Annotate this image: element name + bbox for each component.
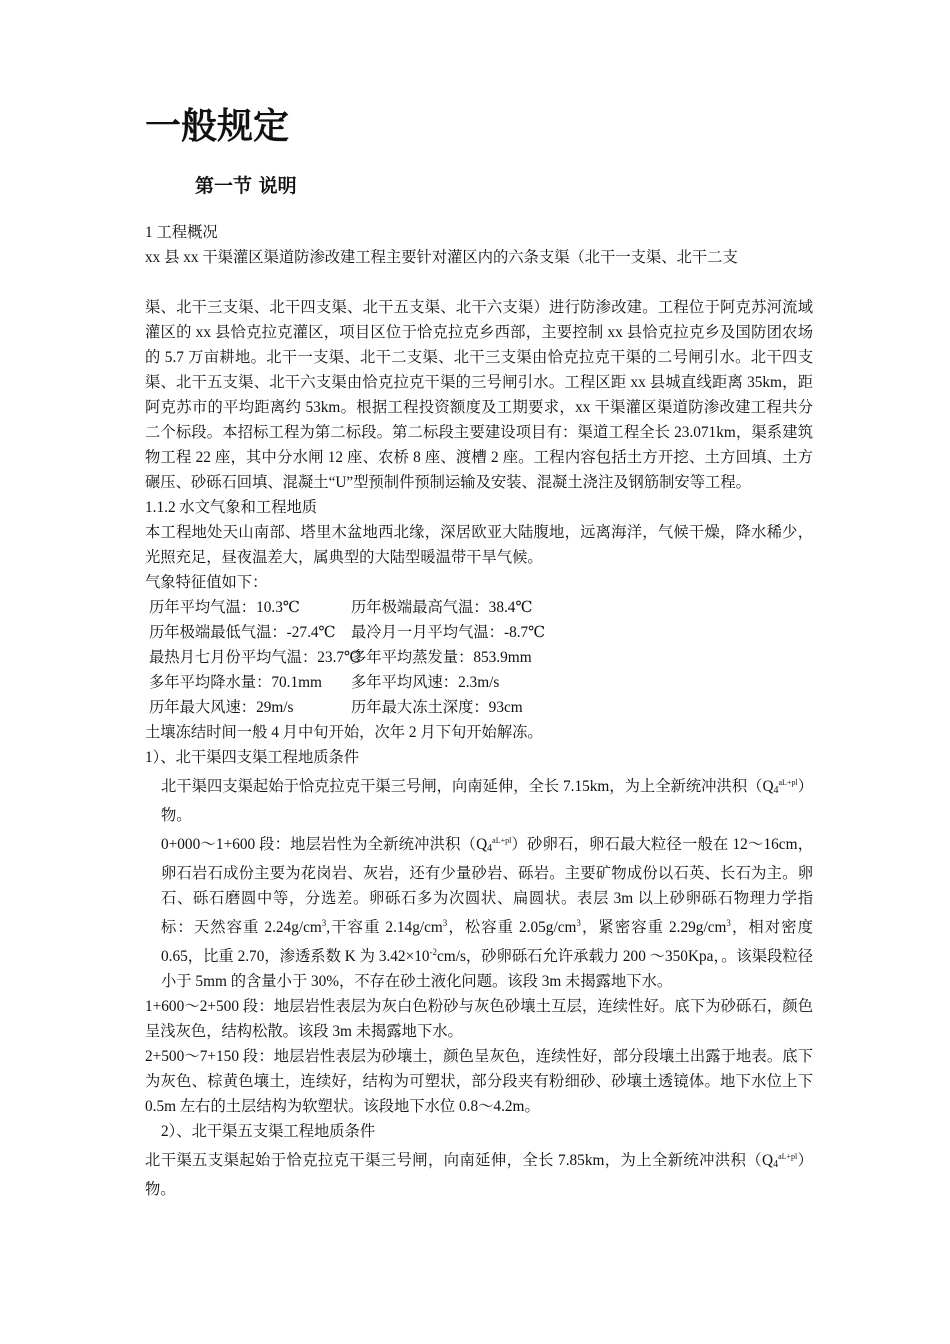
superscript: 3 xyxy=(442,918,448,928)
climate-value: 历年极端最低气温：-27.4℃ xyxy=(149,624,336,641)
document-body xyxy=(145,220,813,1202)
superscript: 3 xyxy=(321,918,327,928)
segment-2-paragraph: 1+600～2+500 段：地层岩性表层为灰白色粉砂与灰色砂壤土互层，连续性好。底下为砂砾石，颜色呈浅灰色，结构松散。该段 3m 未揭露地下水。 xyxy=(145,998,813,1040)
subscript: 4 xyxy=(773,785,779,796)
climate-list xyxy=(145,595,813,720)
subscript: 4 xyxy=(773,1159,779,1170)
frost-paragraph: 土壤冻结时间一般 4 月中旬开始，次年 2 月下旬开始解冻。 xyxy=(145,724,543,741)
climate-intro: 气象特征值如下： xyxy=(145,574,268,591)
text-run: 北干渠五支渠起始于恰克拉克干渠三号闸，向南延伸，全长 7.85km，为上全新统冲洪积（Q xyxy=(145,1152,774,1169)
superscript: aL+pl xyxy=(492,836,512,845)
climate-value: 历年最大风速：29m/s xyxy=(149,699,294,716)
climate-value: 历年最大冻土深度：93cm xyxy=(351,699,523,716)
text-run: cm/s，砂卵砾石允许承载力 200 ～350Kpa，。该渠段粒径小于 5mm 的含量小于 30%，不存在砂土液化问题。该段 3m 未揭露地下水。 xyxy=(161,948,813,990)
climate-value: 多年平均风速：2.3m/s xyxy=(351,674,500,691)
overview-paragraph: 渠、北干三支渠、北干四支渠、北干五支渠、北干六支渠）进行防渗改建。工程位于阿克苏河流域灌区的 xx 县恰克拉克灌区，项目区位于恰克拉克乡西部，主要控制 xx 县恰克拉克乡及国防团农场的 5.7 万亩耕地。北干一支渠、北干二支渠、北干三支渠由恰克拉克干渠的二号闸引水。北干四支渠、北干五支渠、北干六支渠由恰克拉克干渠的三号闸引水。工程区距 xx 县城直线距离 35km，距阿克苏市的平均距离约 53km。根据工程投资额度及工期要求，xx 干渠灌区渠道防渗改建工程共分二个标段。本招标工程为第二标段。第二标段主要建设项目有：渠道工程全长 23.071km，渠系建筑物工程 22 座，其中分水闸 12 座、农桥 8 座、渡槽 2 座。工程内容包括土方开挖、土方回填、土方碾压、砂砾石回填、混凝土“U”型预制件预制运输及安装、混凝土浇注及钢筋制安等工程。 xyxy=(145,299,813,491)
blank-line xyxy=(145,270,813,295)
text-run: ，相对密度 0.65，比重 2.70，渗透系数 K 为 3.42×10 xyxy=(161,919,813,965)
overview-heading: 1 工程概况 xyxy=(145,224,218,241)
climate-value: 历年极端最高气温：38.4℃ xyxy=(351,599,533,616)
geo4-heading: 1）、北干渠四支渠工程地质条件 xyxy=(145,749,360,766)
geo5-heading: 2）、北干渠五支渠工程地质条件 xyxy=(161,1123,376,1140)
section-title: 第一节 说明 xyxy=(195,175,297,197)
text-run: ）砂卵石，卵石最大粒径一般在 12～16cm，卵石岩石成份主要为花岗岩、灰岩，还有少量砂岩、砾岩。主要矿物成份以石英、长石为主。卵石、砾石磨圆中等，分选差。卵砾石多为次圆状、扁圆状。表层 3m 以上砂卵砾石物理力学指标：天然容重 2.24g/cm xyxy=(161,836,813,936)
hydro-heading: 1.1.2 水文气象和工程地质 xyxy=(145,499,318,516)
overview-paragraph-line1: xx 县 xx 干渠灌区渠道防渗改建工程主要针对灌区内的六条支渠（北干一支渠、北干二支 xyxy=(145,249,738,266)
hydro-paragraph: 本工程地处天山南部、塔里木盆地西北缘，深居欧亚大陆腹地，远离海洋，气候干燥，降水稀少，光照充足，昼夜温差大，属典型的大陆型暖温带干旱气候。 xyxy=(145,524,813,566)
text-run: 0+000～1+600 段：地层岩性为全新统冲洪积（Q xyxy=(161,836,488,853)
climate-value: 多年平均降水量：70.1mm xyxy=(149,674,322,691)
climate-row xyxy=(145,645,813,670)
geo5-paragraph xyxy=(145,1144,813,1202)
climate-value: 历年平均气温：10.3℃ xyxy=(149,599,300,616)
climate-row xyxy=(145,620,813,645)
superscript: 3 xyxy=(576,918,581,928)
segment-3-paragraph: 2+500～7+150 段：地层岩性表层为砂壤土，颜色呈灰色，连续性好，部分段壤土出露于地表。底下为灰色、棕黄色壤土，连续好，结构为可塑状，部分段夹有粉细砂、砂壤土透镜体。地下水位上下 0.5m 左右的土层结构为软塑状。该段地下水位 0.8～4.2m。 xyxy=(145,1048,813,1115)
text-run: ，松容重 2.05g/cm xyxy=(447,919,577,936)
superscript: 3 xyxy=(726,918,731,928)
climate-value: 最热月七月份平均气温：23.7℃ xyxy=(149,649,362,666)
superscript: aL+pl xyxy=(778,1152,798,1161)
climate-row xyxy=(145,670,813,695)
subscript: 4 xyxy=(487,843,493,854)
text-run: ）物。 xyxy=(161,778,813,824)
document-title: 一般规定 xyxy=(145,106,290,147)
superscript: -2 xyxy=(429,947,438,957)
climate-row xyxy=(145,595,813,620)
climate-value: 最冷月一月平均气温：-8.7℃ xyxy=(351,624,546,641)
superscript: aL+pl xyxy=(778,778,798,787)
climate-row xyxy=(145,695,813,720)
geo4-paragraph xyxy=(145,770,813,828)
text-run: ，紧密容重 2.29g/cm xyxy=(580,919,727,936)
text-run: 北干渠四支渠起始于恰克拉克干渠三号闸，向南延伸，全长 7.15km，为上全新统冲洪积（Q xyxy=(161,778,774,795)
text-run: ）物。 xyxy=(145,1152,813,1198)
climate-value: 多年平均蒸发量：853.9mm xyxy=(351,649,532,666)
segment-1-paragraph xyxy=(145,828,813,994)
text-run: ,干容重 2.14g/cm xyxy=(326,919,443,936)
